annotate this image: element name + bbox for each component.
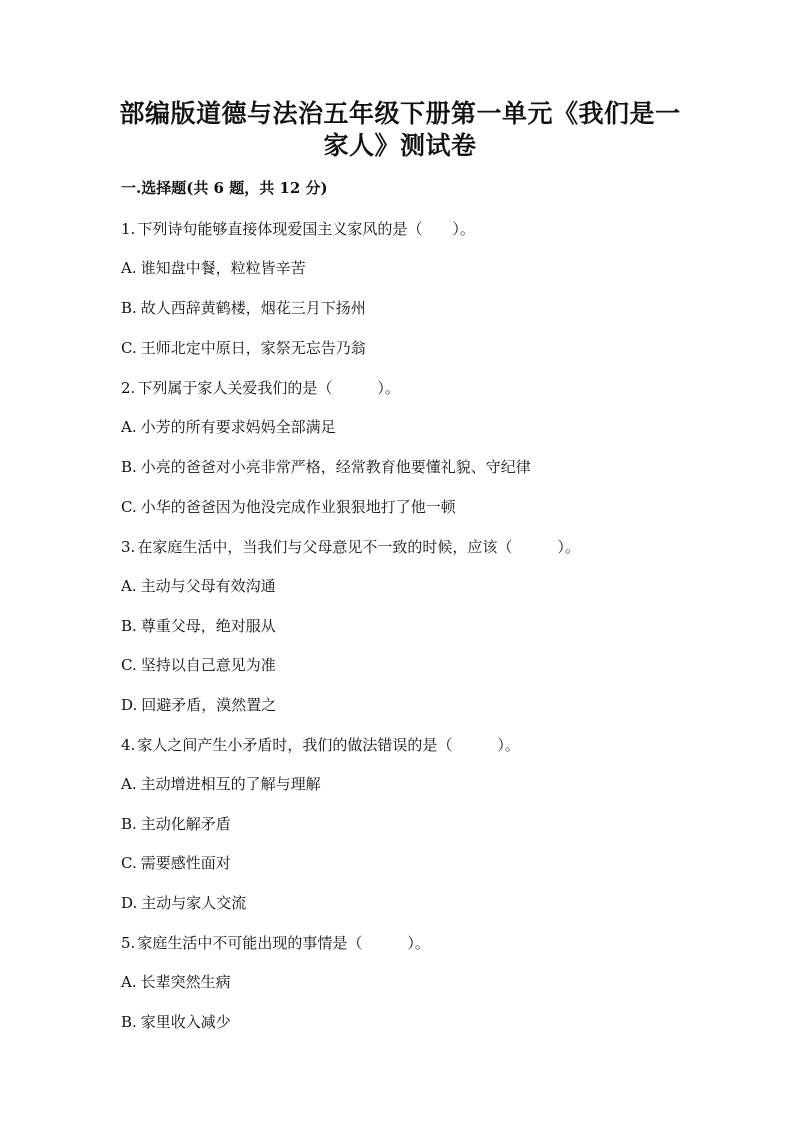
option-text: 主动增进相互的了解与理解: [140, 775, 321, 793]
option-text: 主动与父母有效沟通: [140, 577, 276, 595]
option-text: 需要感性面对: [140, 854, 231, 872]
option-letter: B.: [121, 1013, 137, 1031]
option-text: 主动与家人交流: [141, 894, 247, 912]
option-letter: D.: [121, 894, 138, 912]
question-4-option-a: [121, 773, 321, 795]
page-title-line-2: 家人》测试卷: [323, 131, 477, 160]
question-5-option-b: [121, 1011, 231, 1033]
option-letter: C.: [121, 854, 137, 872]
question-1-option-b: [121, 297, 366, 319]
question-5: [121, 932, 430, 954]
question-text: 家庭生活中不可能出现的事情是（ ）。: [137, 934, 430, 952]
option-text: 小亮的爸爸对小亮非常严格，经常教育他要懂礼貌、守纪律: [140, 458, 531, 476]
question-3-option-b: [121, 615, 276, 637]
question-number: 1.: [121, 220, 136, 238]
question-number: 3.: [121, 538, 136, 556]
question-text: 家人之间产生小矛盾时，我们的做法错误的是（ ）。: [137, 736, 520, 754]
question-4-option-c: [121, 852, 231, 874]
question-1-option-c: [121, 337, 366, 359]
question-number: 5.: [121, 934, 136, 952]
option-text: 长辈突然生病: [140, 973, 231, 991]
question-2-option-a: [121, 416, 336, 438]
question-text: 下列属于家人关爱我们的是（ ）。: [137, 379, 400, 397]
option-text: 故人西辞黄鹤楼，烟花三月下扬州: [140, 299, 366, 317]
option-letter: A.: [121, 577, 137, 595]
question-text: 下列诗句能够直接体现爱国主义家风的是（ ）。: [137, 220, 475, 238]
question-3-option-d: [121, 694, 276, 716]
option-text: 回避矛盾，漠然置之: [141, 696, 277, 714]
question-3: [121, 536, 580, 558]
option-text: 谁知盘中餐，粒粒皆辛苦: [140, 259, 306, 277]
option-letter: B.: [121, 458, 137, 476]
question-number: 2.: [121, 379, 136, 397]
option-letter: A.: [121, 775, 137, 793]
option-letter: C.: [121, 498, 137, 516]
option-text: 王师北定中原日，家祭无忘告乃翁: [140, 339, 366, 357]
question-5-option-a: [121, 971, 231, 993]
question-4-option-b: [121, 813, 231, 835]
section-heading: 一.选择题(共 6 题，共 12 分): [121, 179, 328, 197]
option-letter: D.: [121, 696, 138, 714]
option-letter: C.: [121, 656, 137, 674]
option-letter: C.: [121, 339, 137, 357]
option-text: 坚持以自己意见为准: [140, 656, 276, 674]
question-4-option-d: [121, 892, 246, 914]
question-number: 4.: [121, 736, 136, 754]
question-3-option-a: [121, 575, 276, 597]
option-letter: A.: [121, 973, 137, 991]
option-text: 家里收入减少: [140, 1013, 231, 1031]
question-1-option-a: [121, 257, 306, 279]
question-text: 在家庭生活中，当我们与父母意见不一致的时候，应该（ ）。: [137, 538, 580, 556]
question-2: [121, 377, 400, 399]
question-4: [121, 734, 520, 756]
option-letter: B.: [121, 815, 137, 833]
page-title-line-1: 部编版道德与法治五年级下册第一单元《我们是一: [119, 99, 681, 128]
question-2-option-c: [121, 496, 456, 518]
option-letter: A.: [121, 259, 137, 277]
option-letter: A.: [121, 418, 137, 436]
option-text: 尊重父母，绝对服从: [140, 617, 276, 635]
option-text: 主动化解矛盾: [140, 815, 231, 833]
option-letter: B.: [121, 617, 137, 635]
option-letter: B.: [121, 299, 137, 317]
question-2-option-b: [121, 456, 531, 478]
option-text: 小华的爸爸因为他没完成作业狠狠地打了他一顿: [140, 498, 456, 516]
question-3-option-c: [121, 654, 276, 676]
question-1: [121, 218, 475, 240]
option-text: 小芳的所有要求妈妈全部满足: [140, 418, 336, 436]
